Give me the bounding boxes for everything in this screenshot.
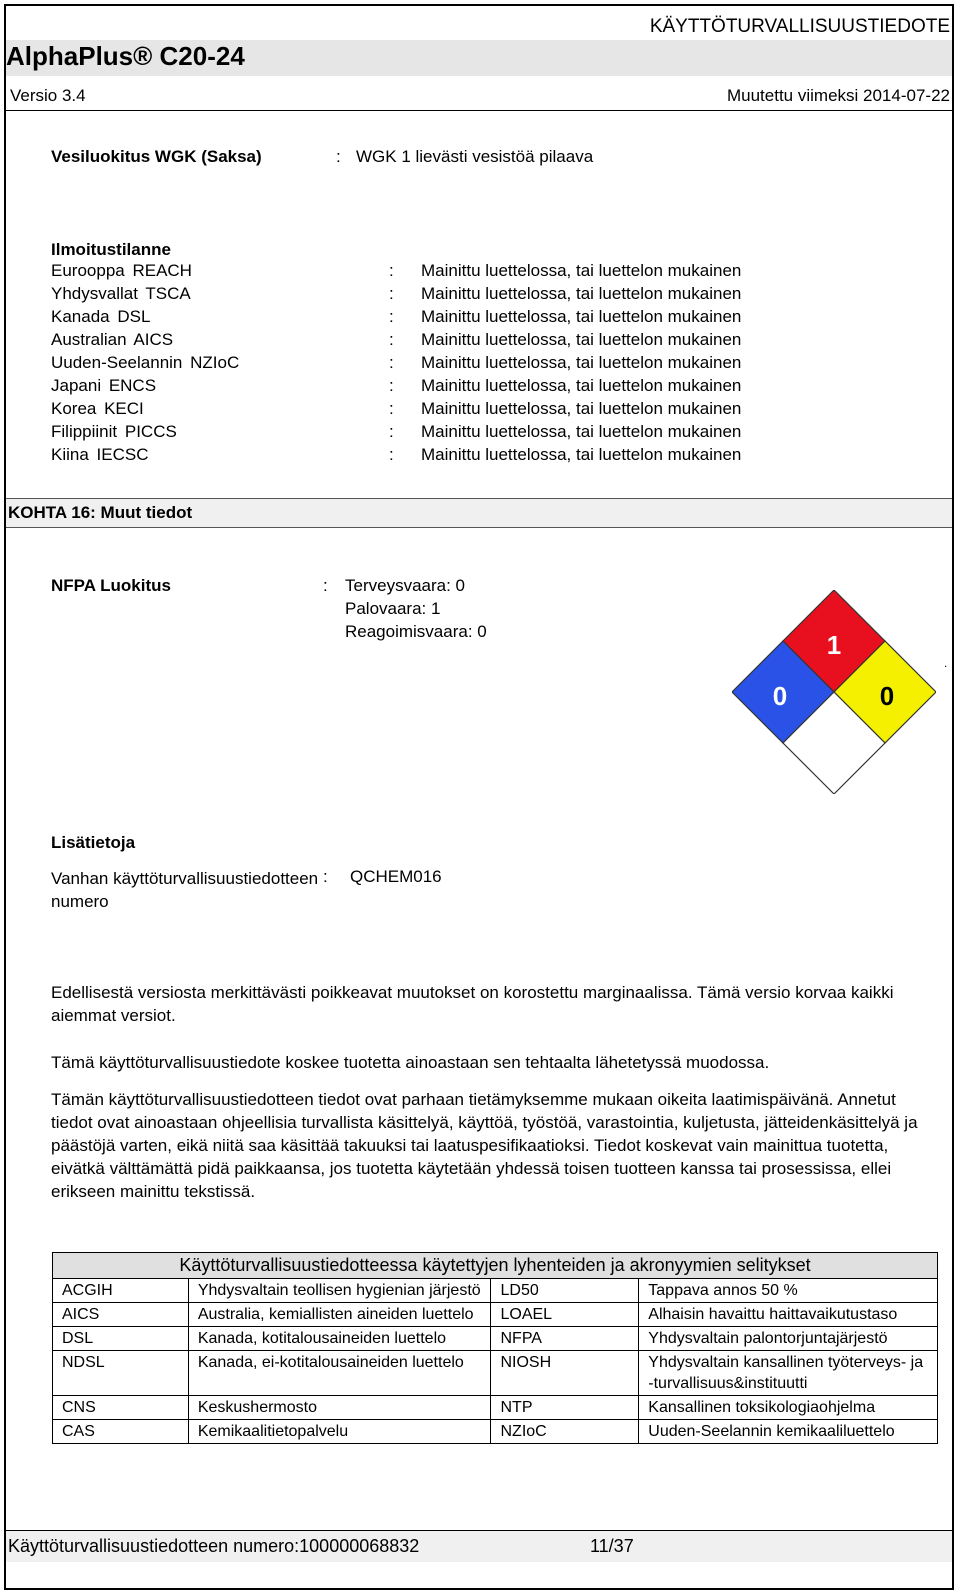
table-row <box>53 1396 938 1420</box>
abbreviation-meaning: Keskushermosto <box>188 1396 491 1420</box>
inventory-row <box>51 399 931 422</box>
nfpa-label: NFPA Luokitus <box>51 576 171 595</box>
abbreviations-header-row <box>53 1253 938 1279</box>
nfpa-reactivity-value: 0 <box>879 681 895 711</box>
inventory-colon: : <box>389 376 394 395</box>
abbreviation-meaning: Kemikaalitietopalvelu <box>188 1420 491 1444</box>
inventory-status: Mainittu luettelossa, tai luettelon mukainen <box>421 284 742 303</box>
sds-number: Käyttöturvallisuustiedotteen numero:100000068832 <box>8 1536 420 1556</box>
inventory-colon: : <box>389 307 394 326</box>
inventory-label: Korea KECI <box>51 399 144 418</box>
table-row <box>53 1351 938 1396</box>
product-name: AlphaPlus® C20-24 <box>6 41 245 71</box>
inventory-colon: : <box>389 353 394 372</box>
abbreviation: NFPA <box>491 1327 639 1351</box>
abbreviation-meaning: Uuden-Seelannin kemikaaliluettelo <box>639 1420 938 1444</box>
nfpa-health-value: 0 <box>772 681 788 711</box>
abbreviation: NIOSH <box>491 1351 639 1396</box>
abbreviations-title: Käyttöturvallisuustiedotteessa käytettyjen lyhenteiden ja akronyymien selitykset <box>53 1253 938 1279</box>
inventory-status: Mainittu luettelossa, tai luettelon mukainen <box>421 376 742 395</box>
nfpa-diamond <box>732 590 936 794</box>
inventory-status: Mainittu luettelossa, tai luettelon mukainen <box>421 261 742 280</box>
revision-note: Edellisestä versiosta merkittävästi poikkeavat muutokset on korostettu marginaalissa. Tämä versio korvaa kaikki aiemmat versiot. <box>51 983 894 1025</box>
inventory-status: Mainittu luettelossa, tai luettelon mukainen <box>421 399 742 418</box>
wgk-value: WGK 1 lievästi vesistöä pilaava <box>356 147 594 166</box>
nfpa-colon: : <box>323 576 328 595</box>
inventory-label: Kiina IECSC <box>51 445 149 464</box>
inventory-colon: : <box>389 445 394 464</box>
abbreviation: DSL <box>53 1327 189 1351</box>
abbreviation: CAS <box>53 1420 189 1444</box>
table-row <box>53 1303 938 1327</box>
inventory-colon: : <box>389 330 394 349</box>
nfpa-fire-value: 1 <box>826 630 842 660</box>
old-sds-number-label: Vanhan käyttöturvallisuustiedotteen numero <box>51 869 319 911</box>
inventory-row <box>51 261 931 284</box>
old-sds-number-colon: : <box>323 867 328 886</box>
inventory-colon: : <box>389 399 394 418</box>
nfpa-health: Terveysvaara: 0 <box>345 576 465 595</box>
inventory-status: Mainittu luettelossa, tai luettelon mukainen <box>421 330 742 349</box>
abbreviation: CNS <box>53 1396 189 1420</box>
inventory-label: Kanada DSL <box>51 307 151 326</box>
abbreviation-meaning: Yhdysvaltain kansallinen työterveys- ja -turvallisuus&instituutti <box>639 1351 938 1396</box>
modified-date: Muutettu viimeksi 2014-07-22 <box>726 86 950 105</box>
table-row <box>53 1420 938 1444</box>
abbreviation-meaning: Tappava annos 50 % <box>639 1279 938 1303</box>
abbreviation-meaning: Alhaisin havaittu haittavaikutustaso <box>639 1303 938 1327</box>
disclaimer: Tämän käyttöturvallisuustiedotteen tiedot ovat parhaan tietämyksemme mukaan oikeita laatimispäivänä. Annetut tiedot ovat ainoastaan ohjeellisia turvallista käsittelyä, käyttöä, työstöä, varastointia, kuljetusta, jätteidenkäsittelyä ja päästöjä varten, eikä niitä saa käsittää takuuksi tai laatuspesifikaatioksi. Tiedot koskevat vain mainittua tuotetta, eivätkä välttämättä pidä paikkaansa, jos tuotetta käytetään yhdessä toisen tuotteen kanssa tai prosessissa, ellei erikseen mainittu tekstissä. <box>51 1090 918 1201</box>
inventory-row <box>51 445 931 468</box>
inventory-status: Mainittu luettelossa, tai luettelon mukainen <box>421 307 742 326</box>
abbreviation-meaning: Yhdysvaltain teollisen hygienian järjestö <box>188 1279 491 1303</box>
inventory-colon: : <box>389 261 394 280</box>
notification-status-title: Ilmoitustilanne <box>51 240 171 259</box>
table-row <box>53 1327 938 1351</box>
version-label: Versio 3.4 <box>10 86 86 105</box>
inventory-row <box>51 330 931 353</box>
abbreviation-meaning: Kanada, ei-kotitalousaineiden luettelo <box>188 1351 491 1396</box>
abbreviation: NZIoC <box>491 1420 639 1444</box>
abbreviation: NDSL <box>53 1351 189 1396</box>
inventory-row <box>51 376 931 399</box>
page-number: 11/37 <box>590 1536 634 1556</box>
inventory-status: Mainittu luettelossa, tai luettelon mukainen <box>421 422 742 441</box>
abbreviation-meaning: Australia, kemiallisten aineiden luettelo <box>188 1303 491 1327</box>
document-type: KÄYTTÖTURVALLISUUSTIEDOTE <box>649 16 950 37</box>
inventory-row <box>51 422 931 445</box>
section-16-title: KOHTA 16: Muut tiedot <box>8 503 193 522</box>
abbreviation: AICS <box>53 1303 189 1327</box>
additional-info-title: Lisätietoja <box>51 833 136 852</box>
abbreviation: ACGIH <box>53 1279 189 1303</box>
inventory-label: Yhdysvallat TSCA <box>51 284 191 303</box>
scope-note: Tämä käyttöturvallisuustiedote koskee tuotetta ainoastaan sen tehtaalta lähetetyssä muodossa. <box>51 1053 770 1072</box>
abbreviations-table <box>52 1252 938 1444</box>
wgk-colon: : <box>336 147 341 166</box>
inventory-label: Australian AICS <box>51 330 174 349</box>
inventory-label: Eurooppa REACH <box>51 261 192 280</box>
abbreviation: NTP <box>491 1396 639 1420</box>
inventory-status: Mainittu luettelossa, tai luettelon mukainen <box>421 445 742 464</box>
wgk-label: Vesiluokitus WGK (Saksa) <box>51 147 262 166</box>
inventory-colon: : <box>389 422 394 441</box>
diamond-dot: . <box>944 656 948 670</box>
old-sds-number-value: QCHEM016 <box>350 867 442 886</box>
nfpa-fire: Palovaara: 1 <box>345 599 441 618</box>
inventory-row <box>51 307 931 330</box>
inventory-label: Filippiinit PICCS <box>51 422 177 441</box>
inventory-label: Uuden-Seelannin NZIoC <box>51 353 240 372</box>
table-row <box>53 1279 938 1303</box>
inventory-label: Japani ENCS <box>51 376 157 395</box>
abbreviation-meaning: Kanada, kotitalousaineiden luettelo <box>188 1327 491 1351</box>
abbreviation-meaning: Kansallinen toksikologiaohjelma <box>639 1396 938 1420</box>
inventory-row <box>51 353 931 376</box>
inventory-row <box>51 284 931 307</box>
abbreviation: LOAEL <box>491 1303 639 1327</box>
nfpa-reactivity: Reagoimisvaara: 0 <box>345 622 487 641</box>
inventory-status: Mainittu luettelossa, tai luettelon mukainen <box>421 353 742 372</box>
abbreviation: LD50 <box>491 1279 639 1303</box>
inventory-colon: : <box>389 284 394 303</box>
header-divider <box>6 110 952 111</box>
abbreviation-meaning: Yhdysvaltain palontorjuntajärjestö <box>639 1327 938 1351</box>
